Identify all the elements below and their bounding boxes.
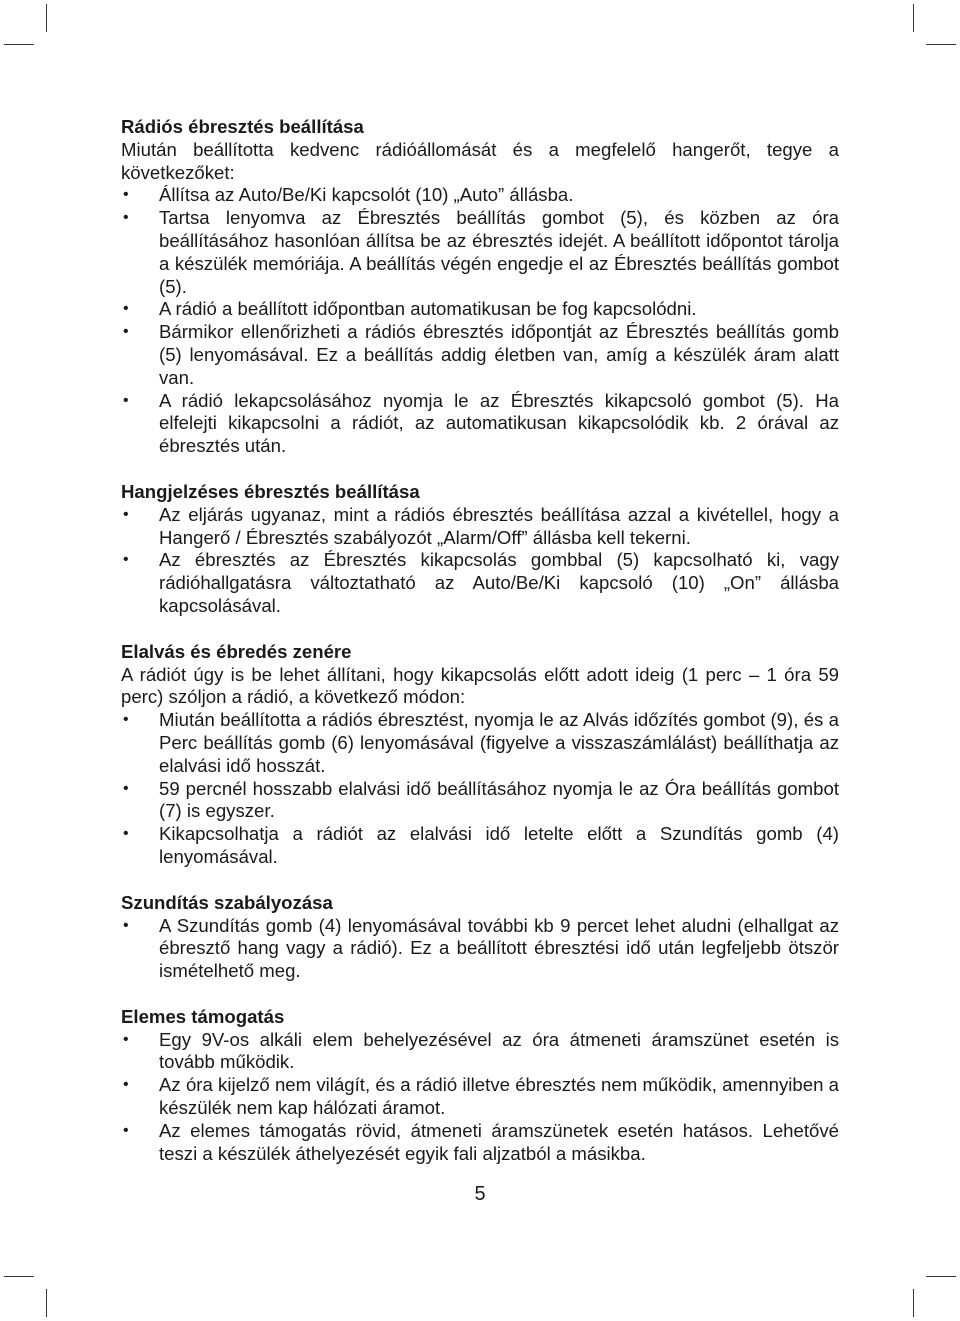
list-item: • Tartsa lenyomva az Ébresztés beállítás gombot (5), és közben az óra beállításához hasonlóan állítsa be az ébresztés idejét. A beállított időpontot tárolja a készülék memóriája. A beállítás végén engedje el az Ébresztés beállítás gombot (5). <box>121 207 839 298</box>
section-intro: A rádiót úgy is be lehet állítani, hogy kikapcsolás előtt adott ideig (1 perc – 1 óra 59 perc) szóljon a rádió, a következő módon: <box>121 663 839 708</box>
crop-mark-bottom-right-vertical <box>913 1289 914 1317</box>
crop-mark-top-left-vertical <box>46 4 47 32</box>
section-title: Hangjelzéses ébresztés beállítása <box>121 480 420 502</box>
bullet-list <box>121 709 839 869</box>
crop-mark-top-right-horizontal <box>926 44 956 45</box>
list-item: • Miután beállította a rádiós ébresztést, nyomja le az Alvás időzítés gombot (9), és a Perc beállítás gomb (6) lenyomásával (figyelve a visszaszámlálást) beállíthatja az elalvási idő hosszát. <box>121 709 839 777</box>
crop-mark-top-right-vertical <box>913 4 914 32</box>
section-battery-backup <box>121 1006 839 1166</box>
list-item: • A rádió lekapcsolásához nyomja le az Ébresztés kikapcsoló gombot (5). Ha elfelejti kikapcsolni a rádiót, az automatikusan kikapcsolódik kb. 2 órával az ébresztés után. <box>121 390 839 458</box>
bullet-list <box>121 915 839 983</box>
section-buzzer-alarm <box>121 481 839 618</box>
section-title: Elemes támogatás <box>121 1005 285 1027</box>
section-radio-alarm <box>121 116 839 458</box>
section-intro: Miután beállította kedvenc rádióállomását és a megfelelő hangerőt, tegye a következőket: <box>121 138 839 183</box>
section-title: Rádiós ébresztés beállítása <box>121 116 364 137</box>
list-item: • Állítsa az Auto/Be/Ki kapcsolót (10) „Auto” állásba. <box>121 184 839 207</box>
list-item: • 59 percnél hosszabb elalvási idő beállításához nyomja le az Óra beállítás gombot (7) is egyszer. <box>121 778 839 824</box>
section-snooze <box>121 892 839 983</box>
crop-mark-top-left-horizontal <box>4 44 34 45</box>
list-item: • A Szundítás gomb (4) lenyomásával további kb 9 percet lehet aludni (elhallgat az ébresztő hang vagy a rádió). Ez a beállított ébresztési idő után legfeljebb ötször ismételhető meg. <box>121 915 839 983</box>
list-item: • Az ébresztés az Ébresztés kikapcsolás gombbal (5) kapcsolható ki, vagy rádióhallgatásra változtatható az Auto/Be/Ki kapcsoló (10) „On” állásba kapcsolásával. <box>121 549 839 617</box>
list-item: • Az eljárás ugyanaz, mint a rádiós ébresztés beállítása azzal a kivétellel, hogy a Hangerő / Ébresztés szabályozót „Alarm/Off” állásba kell tekerni. <box>121 504 839 550</box>
list-item: • Az óra kijelző nem világít, és a rádió illetve ébresztés nem működik, amennyiben a készülék nem kap hálózati áramot. <box>121 1074 839 1120</box>
list-item: • Bármikor ellenőrizheti a rádiós ébresztés időpontját az Ébresztés beállítás gomb (5) lenyomásával. Ez a beállítás addig életben van, amíg a készülék áram alatt van. <box>121 321 839 389</box>
bullet-list <box>121 1029 839 1166</box>
bullet-list <box>121 504 839 618</box>
page-content <box>121 116 839 1188</box>
list-item: • Kikapcsolhatja a rádiót az elalvási idő letelte előtt a Szundítás gomb (4) lenyomásával. <box>121 823 839 869</box>
page-number: 5 <box>474 1183 486 1205</box>
list-item: • A rádió a beállított időpontban automatikusan be fog kapcsolódni. <box>121 298 839 321</box>
bullet-list <box>121 184 839 458</box>
crop-mark-bottom-left-vertical <box>46 1289 47 1317</box>
crop-mark-bottom-right-horizontal <box>926 1276 956 1277</box>
section-title: Szundítás szabályozása <box>121 891 333 913</box>
list-item: • Az elemes támogatás rövid, átmeneti áramszünetek esetén hatásos. Lehetővé teszi a készülék áthelyezését egyik fali aljzatból a másikba. <box>121 1120 839 1166</box>
section-sleep-timer <box>121 641 839 869</box>
section-title: Elalvás és ébredés zenére <box>121 640 352 662</box>
list-item: • Egy 9V-os alkáli elem behelyezésével az óra átmeneti áramszünet esetén is tovább működik. <box>121 1029 839 1075</box>
crop-mark-bottom-left-horizontal <box>4 1276 34 1277</box>
